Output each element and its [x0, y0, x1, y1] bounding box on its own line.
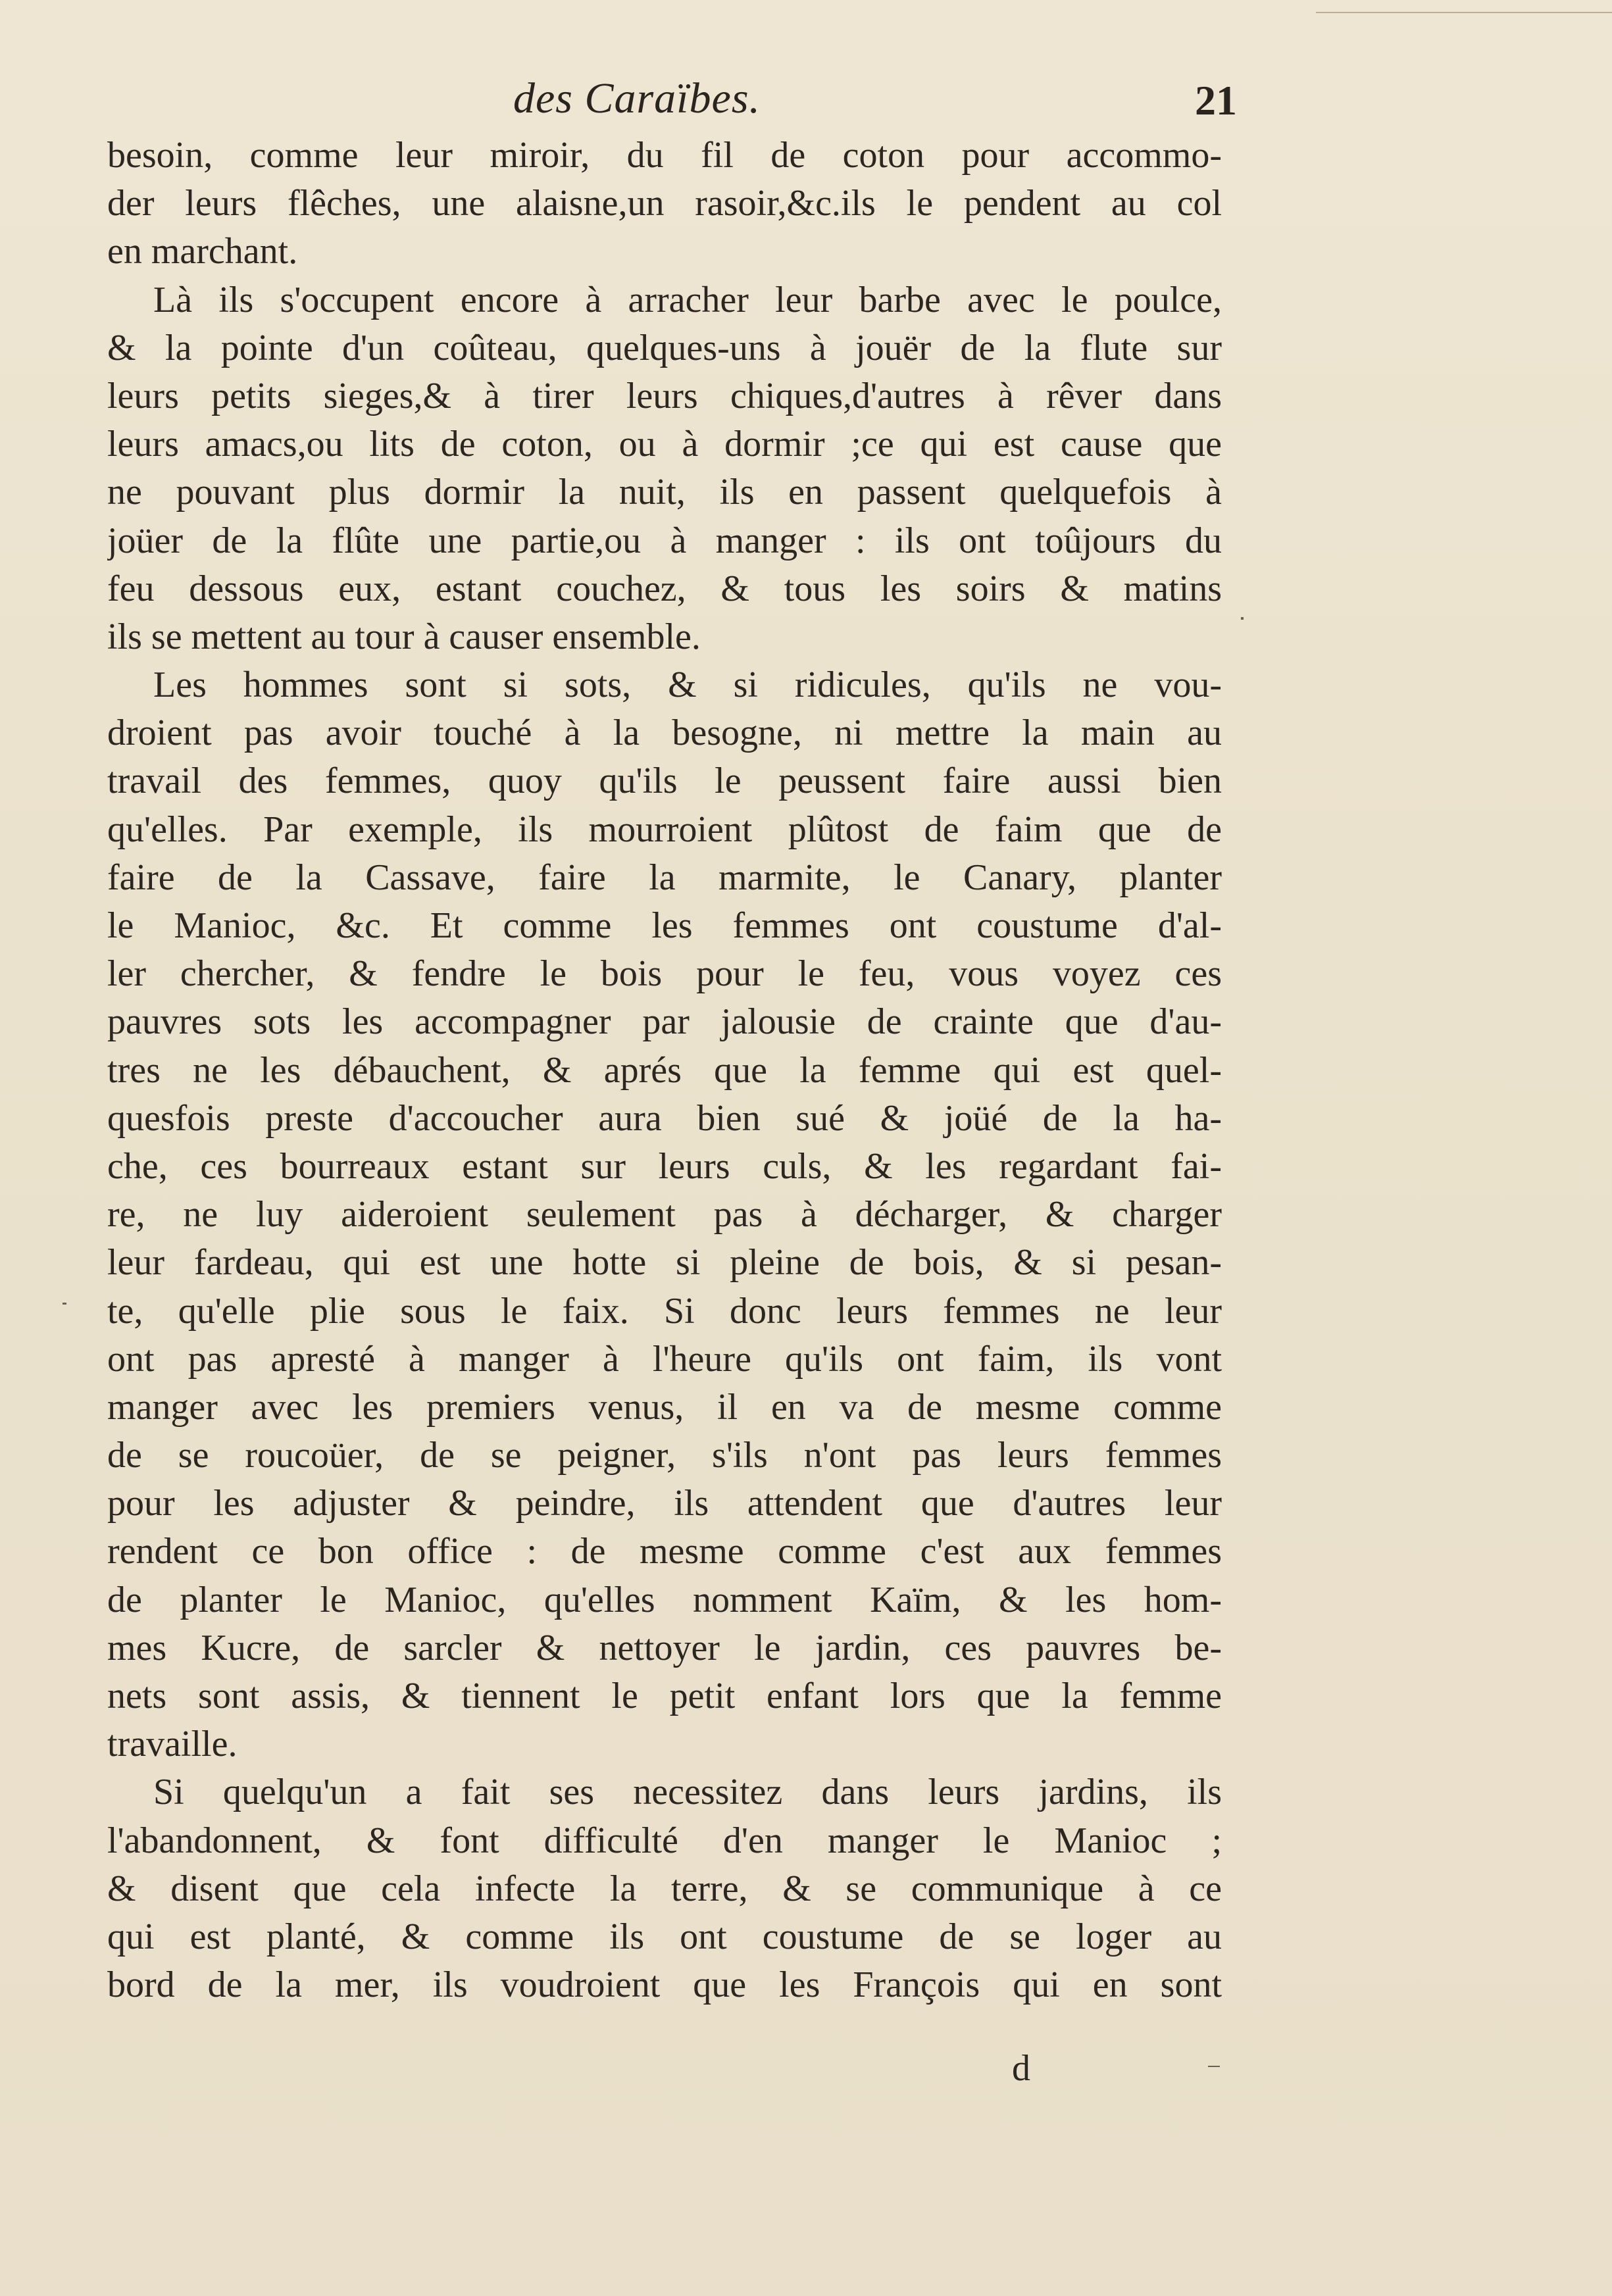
text-line: faire de la Cassave, faire la marmite, le Canary, planter	[107, 857, 1222, 898]
text-line: joüer de la flûte une partie,ou à manger : ils ont toûjours du	[107, 520, 1222, 561]
text-line: tres ne les débauchent, & aprés que la femme qui est quel-	[107, 1049, 1222, 1091]
text-line: der leurs flêches, une alaisne,un rasoir,&c.ils le pendent au col	[107, 183, 1222, 224]
signature-mark: d	[1012, 2048, 1030, 2089]
text-line: en marchant.	[107, 231, 298, 272]
page-edge-line	[1316, 12, 1612, 13]
text-line: & disent que cela infecte la terre, & se communique à ce	[107, 1868, 1222, 1909]
text-line: travaille.	[107, 1724, 238, 1765]
text-line: leurs petits sieges,& à tirer leurs chiques,d'autres à rêver dans	[107, 375, 1222, 416]
page-header	[105, 74, 1237, 133]
text-line: Les hommes sont si sots, & si ridicules, qu'ils ne vou-	[153, 664, 1222, 706]
text-line: nets sont assis, & tiennent le petit enfant lors que la femme	[107, 1676, 1222, 1716]
text-line: bord de la mer, ils voudroient que les François qui en sont	[107, 1964, 1222, 2006]
text-line: mes Kucre, de sarcler & nettoyer le jardin, ces pauvres be-	[107, 1627, 1222, 1668]
text-line: de se roucoüer, de se peigner, s'ils n'ont pas leurs femmes	[107, 1435, 1222, 1476]
text-line: besoin, comme leur miroir, du fil de coton pour accommo-	[107, 135, 1222, 176]
text-line: leurs amacs,ou lits de coton, ou à dormir ;ce qui est cause que	[107, 424, 1222, 465]
text-line: Si quelqu'un a fait ses necessitez dans leurs jardins, ils	[153, 1772, 1222, 1813]
text-line: manger avec les premiers venus, il en va de mesme comme	[107, 1386, 1222, 1428]
text-line: leur fardeau, qui est une hotte si pleine de bois, & si pesan-	[107, 1242, 1222, 1284]
text-line: ont pas apresté à manger à l'heure qu'ils ont faim, ils vont	[107, 1338, 1222, 1380]
body-text	[107, 132, 1222, 2009]
text-line: che, ces bourreaux estant sur leurs culs, & les regardant fai-	[107, 1145, 1222, 1187]
text-line: Là ils s'occupent encore à arracher leur barbe avec le poulce,	[153, 279, 1222, 320]
text-line: rendent ce bon office : de mesme comme c'est aux femmes	[107, 1531, 1222, 1572]
text-line: ne pouvant plus dormir la nuit, ils en passent quelquefois à	[107, 472, 1222, 513]
text-line: l'abandonnent, & font difficulté d'en manger le Manioc ;	[107, 1820, 1222, 1861]
page-number: 21	[1195, 77, 1237, 124]
text-line: quesfois preste d'accoucher aura bien sué & joüé de la ha-	[107, 1097, 1222, 1139]
text-line: ils se mettent au tour à causer ensemble.	[107, 616, 701, 657]
text-line: ler chercher, & fendre le bois pour le feu, vous voyez ces	[107, 953, 1222, 995]
text-line: pauvres sots les accompagner par jalousie de crainte que d'au-	[107, 1001, 1222, 1043]
text-line: feu dessous eux, estant couchez, & tous les soirs & matins	[107, 568, 1222, 609]
ink-fleck	[1241, 617, 1244, 620]
text-line: de planter le Manioc, qu'elles nomment Kaïm, & les hom-	[107, 1579, 1222, 1620]
ink-fleck	[1208, 2066, 1220, 2067]
text-line: qu'elles. Par exemple, ils mourroient plûtost de faim que de	[107, 809, 1222, 850]
text-line: & la pointe d'un coûteau, quelques-uns à jouër de la flute sur	[107, 327, 1222, 368]
text-line: re, ne luy aideroient seulement pas à décharger, & charger	[107, 1194, 1222, 1235]
text-line: qui est planté, & comme ils ont coustume de se loger au	[107, 1916, 1222, 1957]
running-head: des Caraïbes.	[513, 74, 761, 122]
text-line: le Manioc, &c. Et comme les femmes ont coustume d'al-	[107, 905, 1222, 946]
text-line: travail des femmes, quoy qu'ils le peussent faire aussi bien	[107, 761, 1222, 802]
ink-fleck	[63, 1303, 66, 1305]
text-line: te, qu'elle plie sous le faix. Si donc leurs femmes ne leur	[107, 1290, 1222, 1332]
text-line: pour les adjuster & peindre, ils attendent que d'autres leur	[107, 1483, 1222, 1524]
text-line: droient pas avoir touché à la besogne, ni mettre la main au	[107, 712, 1222, 754]
